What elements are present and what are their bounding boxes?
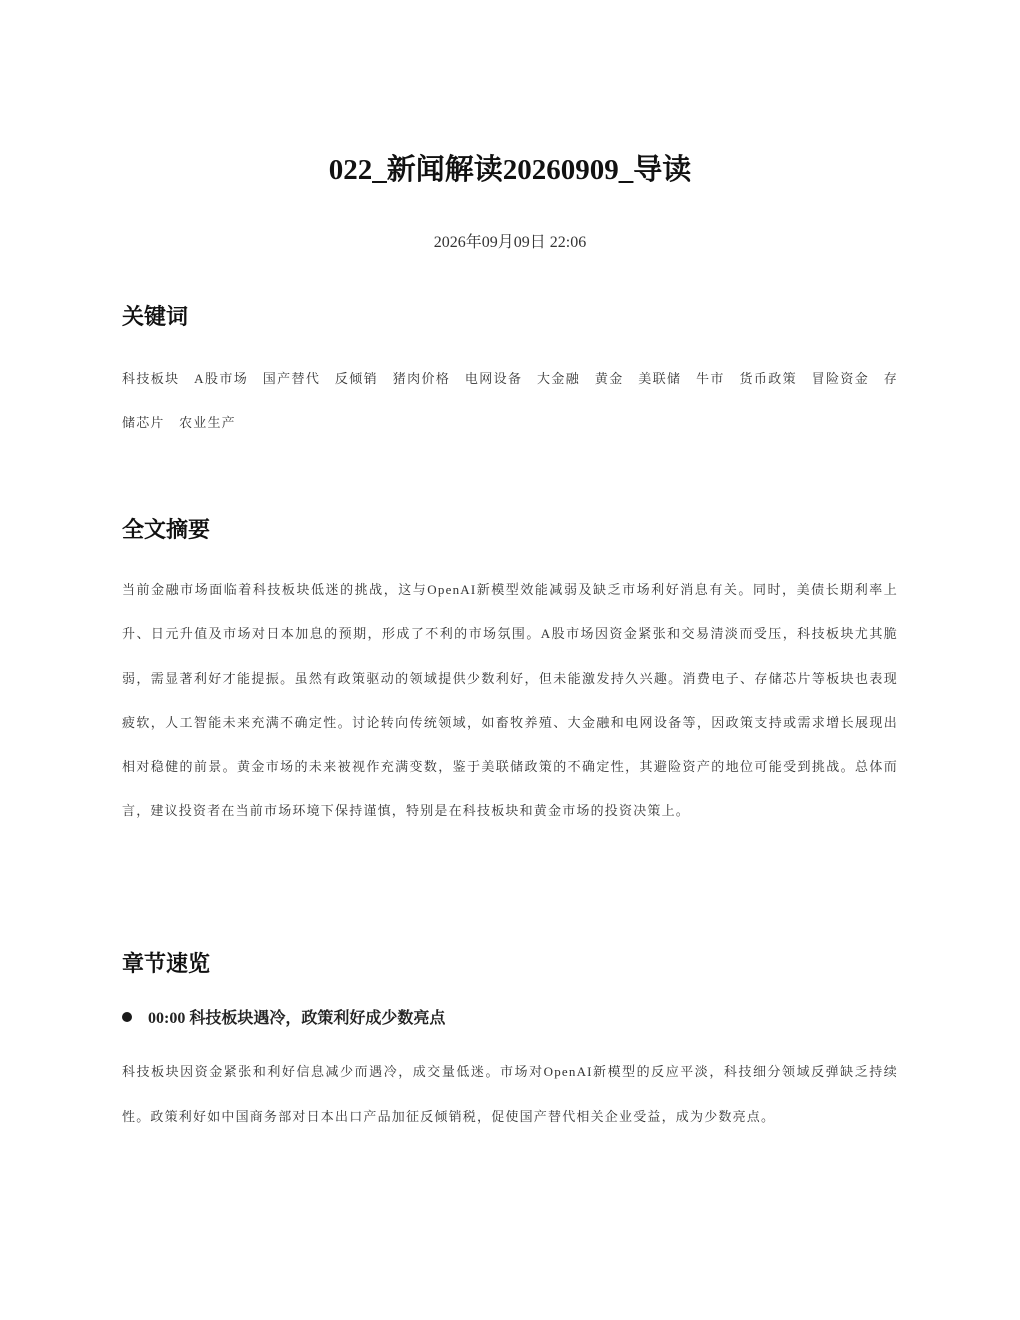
keyword: 反倾销 [334,371,379,386]
keyword: A股市场 [194,371,249,386]
keyword: 美联储 [638,371,682,386]
chapters-heading: 章节速览 [122,951,211,977]
summary-heading: 全文摘要 [122,517,211,543]
keyword: 冒险资金 [811,371,870,386]
keyword: 电网设备 [464,371,523,386]
document-date: 2026年09月09日 22:06 [433,234,587,251]
keyword: 农业生产 [179,415,236,430]
chapter-item [122,1006,445,1032]
keyword: 存储芯片 [122,371,898,430]
keyword: 国产替代 [262,371,321,386]
document-title: 022_新闻解读20260909_导读 [328,154,692,186]
keyword: 黄金 [594,371,624,386]
chapter-title: 科技板块遇冷，政策利好成少数亮点 [189,1010,446,1027]
keywords-heading: 关键词 [122,304,189,330]
bullet-icon [122,1012,132,1022]
summary-paragraph: 当前金融市场面临着科技板块低迷的挑战，这与OpenAI新模型效能减弱及缺乏市场利好消息有关。同时，美债长期利率上升、日元升值及市场对日本加息的预期，形成了不利的市场氛围。A股市场因资金紧张和交易清淡而受压，科技板块尤其脆弱，需显著利好才能提振。虽然有政策驱动的领域提供少数利好，但未能激发持久兴趣。消费电子、存储芯片等板块也表现疲软，人工智能未来充满不确定性。讨论转向传统领域，如畜牧养殖、大金融和电网设备等，因政策支持或需求增长展现出相对稳健的前景。黄金市场的未来被视作充满变数，鉴于美联储政策的不确定性，其避险资产的地位可能受到挑战。总体而言，建议投资者在当前市场环境下保持谨慎，特别是在科技板块和黄金市场的投资决策上。 [122,582,898,819]
keyword: 科技板块 [122,371,180,386]
keyword: 牛市 [696,371,725,386]
keyword: 大金融 [537,371,581,386]
chapter-timestamp: 00:00 [148,1010,186,1027]
keyword: 猪肉价格 [392,371,451,386]
chapter-description: 科技板块因资金紧张和利好信息减少而遇冷，成交量低迷。市场对OpenAI新模型的反应平淡，科技细分领域反弹缺乏持续性。政策利好如中国商务部对日本出口产品加征反倾销税，促使国产替代相关企业受益，成为少数亮点。 [122,1064,898,1124]
keywords-list [122,357,898,445]
keyword: 货币政策 [739,371,797,386]
